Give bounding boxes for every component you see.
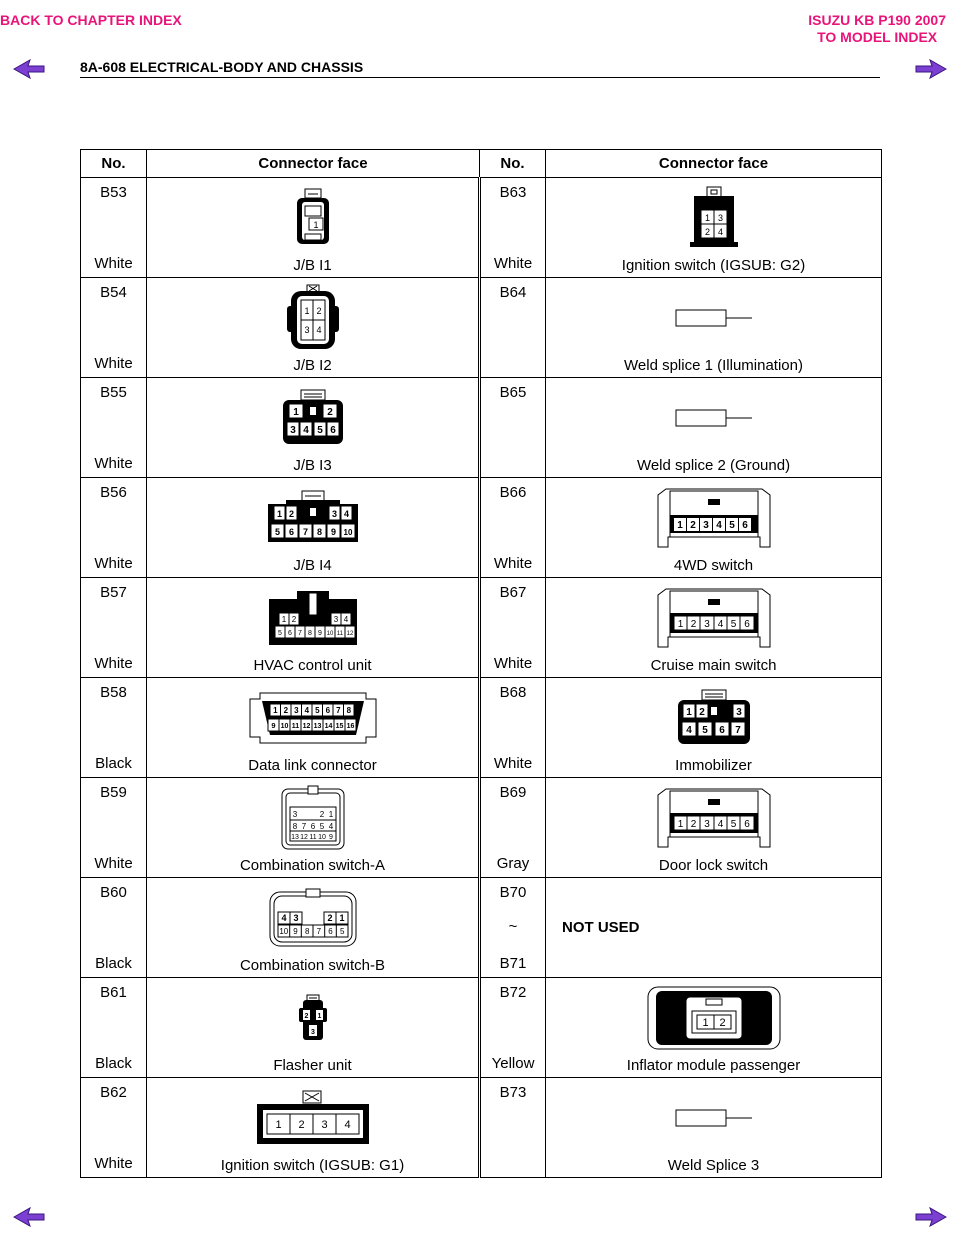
no-cell — [81, 1078, 147, 1178]
pin-label: 4 — [717, 619, 723, 630]
col-face-right: Connector face — [546, 150, 882, 178]
pin-label: 5 — [277, 630, 282, 637]
not-used-note: NOT USED — [562, 919, 640, 936]
face-cell — [546, 578, 882, 678]
pin-label: 15 — [335, 723, 343, 730]
no-cell — [81, 678, 147, 778]
connector-b68-diagram — [676, 689, 752, 747]
connector-b67-diagram — [656, 587, 772, 649]
weld-splice-2-icon — [674, 406, 754, 430]
connector-color: White — [94, 1155, 133, 1172]
connector-face-diagram — [147, 684, 478, 752]
face-cell — [147, 678, 480, 778]
no-cell — [81, 278, 147, 378]
connector-face-diagram — [147, 584, 478, 652]
connector-number: B53 — [100, 184, 127, 201]
connector-name: Flasher unit — [273, 1057, 352, 1074]
pin-label: 1 — [312, 220, 319, 230]
connector-number: B68 — [499, 684, 527, 701]
no-cell — [480, 178, 546, 278]
pin-label: 13 — [290, 834, 299, 841]
pin-label: 5 — [730, 619, 736, 630]
prev-page-arrow-icon-bottom[interactable] — [12, 1206, 46, 1228]
connector-name: J/B I3 — [293, 457, 332, 474]
connector-face-diagram — [546, 984, 881, 1052]
connector-color: Black — [95, 1055, 132, 1072]
pin-label: 4 — [717, 819, 723, 830]
table-row — [81, 778, 882, 878]
pin-label: 10 — [278, 927, 288, 936]
face-cell — [546, 178, 882, 278]
pin-label: 8 — [346, 706, 351, 715]
connector-b61-diagram — [296, 994, 330, 1042]
pin-label: 1 — [701, 1017, 709, 1029]
connector-color: White — [493, 655, 533, 672]
connector-face-diagram — [147, 284, 478, 352]
face-cell — [147, 778, 480, 878]
pin-label: 4 — [343, 615, 348, 624]
pin-label: 2 — [297, 1119, 305, 1131]
connector-number: B61 — [100, 984, 127, 1001]
pin-label: 5 — [319, 822, 324, 831]
pin-label: 13 — [313, 723, 321, 730]
connector-face-diagram — [147, 1084, 478, 1152]
no-cell — [81, 778, 147, 878]
connector-color: White — [94, 255, 133, 272]
connector-color: Gray — [496, 855, 530, 872]
connector-b60-diagram — [268, 888, 358, 948]
col-no-left: No. — [81, 150, 147, 178]
pin-label: 7 — [335, 706, 341, 715]
no-cell — [480, 678, 546, 778]
to-model-index[interactable]: TO MODEL INDEX — [817, 29, 938, 45]
pin-label: 6 — [329, 425, 336, 436]
pin-label: 8 — [292, 822, 297, 831]
connector-table — [80, 149, 882, 1178]
col-no-right: No. — [480, 150, 546, 178]
pin-label: 3 — [333, 615, 338, 624]
connector-face-diagram — [546, 1084, 881, 1152]
weld-splice-3-icon — [674, 1106, 754, 1130]
face-cell — [546, 878, 882, 978]
pin-label: 2 — [319, 810, 324, 819]
pin-label: 1 — [274, 1119, 282, 1131]
connector-b58-diagram — [248, 691, 378, 745]
connector-color: White — [94, 855, 133, 872]
face-cell — [546, 778, 882, 878]
pin-label: 12 — [299, 834, 308, 841]
pin-label: 10 — [280, 723, 288, 730]
connector-b63-diagram — [688, 186, 740, 250]
face-cell — [546, 678, 882, 778]
pin-label: 5 — [274, 527, 280, 537]
connector-b66-diagram — [656, 487, 772, 549]
pin-label: 6 — [288, 527, 294, 537]
model-index-link[interactable] — [808, 12, 946, 46]
pin-label: 7 — [301, 822, 306, 831]
pin-label: 2 — [690, 819, 696, 830]
connector-name: Weld splice 2 (Ground) — [636, 457, 791, 474]
connector-b62-diagram — [255, 1090, 371, 1146]
connector-number: B56 — [100, 484, 127, 501]
face-cell — [546, 478, 882, 578]
connector-b57-diagram — [267, 589, 359, 647]
connector-color: White — [94, 655, 133, 672]
pin-label: 2 — [283, 706, 288, 715]
connector-name: Data link connector — [248, 757, 377, 774]
pin-label: 1 — [317, 1013, 321, 1020]
connector-name: Weld Splice 3 — [667, 1157, 760, 1174]
pin-label: 9 — [270, 721, 276, 730]
pin-label: 8 — [304, 927, 309, 936]
connector-name: J/B I2 — [293, 357, 332, 374]
pin-label: 2 — [704, 227, 710, 237]
connector-color: White — [94, 555, 133, 572]
connector-name: Immobilizer — [675, 757, 752, 774]
pin-label: 1 — [685, 707, 692, 718]
pin-label: 7 — [316, 927, 321, 936]
pin-label: 3 — [303, 325, 310, 335]
table-row — [81, 278, 882, 378]
face-cell — [546, 378, 882, 478]
table-row — [81, 978, 882, 1078]
pin-label: 9 — [292, 927, 298, 936]
connector-color: White — [493, 555, 533, 572]
pin-label: 11 — [291, 723, 299, 730]
connector-name: Combination switch-B — [239, 957, 386, 974]
connector-name: Ignition switch (IGSUB: G2) — [621, 257, 806, 274]
face-cell — [147, 878, 480, 978]
pin-label: 1 — [676, 520, 683, 531]
pin-label: 10 — [343, 528, 352, 537]
connector-number: B65 — [499, 384, 527, 401]
connector-face-diagram — [147, 984, 478, 1052]
page-header: 8A-608 ELECTRICAL-BODY AND CHASSIS — [80, 59, 364, 75]
face-cell — [546, 278, 882, 378]
pin-label: 4 — [715, 520, 722, 531]
table-row — [81, 378, 882, 478]
connector-face-diagram — [147, 884, 478, 952]
pin-label: 2 — [326, 407, 333, 418]
back-to-chapter-index-link[interactable]: BACK TO CHAPTER INDEX — [0, 12, 182, 28]
connector-face-diagram — [546, 384, 881, 452]
connector-face-diagram — [546, 284, 881, 352]
pin-label: 9 — [317, 630, 322, 637]
connector-name: Door lock switch — [658, 857, 769, 874]
no-cell — [480, 978, 546, 1078]
connector-b56-diagram — [266, 490, 360, 546]
face-cell — [546, 1078, 882, 1178]
pin-label: 6 — [325, 706, 330, 715]
table-row — [81, 178, 882, 278]
pin-label: 6 — [327, 927, 333, 936]
connector-number: B67 — [499, 584, 527, 601]
connector-b53-diagram — [293, 188, 333, 248]
connector-b72-diagram — [646, 985, 782, 1051]
connector-name: J/B I1 — [293, 257, 332, 274]
connector-name: Cruise main switch — [650, 657, 777, 674]
pin-label: 7 — [734, 725, 741, 736]
model-title[interactable]: ISUZU KB P190 2007 — [808, 12, 946, 28]
connector-b59-diagram — [280, 785, 346, 851]
table-row — [81, 678, 882, 778]
no-cell — [480, 278, 546, 378]
face-cell — [147, 1078, 480, 1178]
pin-label: 1 — [276, 509, 282, 519]
pin-label: 2 — [689, 520, 696, 531]
pin-label: 5 — [314, 706, 320, 715]
pin-label: 5 — [701, 725, 708, 736]
pin-label: 5 — [316, 425, 323, 436]
col-face-left: Connector face — [147, 150, 480, 178]
face-cell — [546, 978, 882, 1078]
pin-label: 2 — [690, 619, 696, 630]
connector-color: Black — [95, 755, 132, 772]
pin-label: 2 — [698, 707, 705, 718]
connector-face-diagram — [546, 184, 881, 252]
next-page-arrow-icon-bottom[interactable] — [914, 1206, 948, 1228]
connector-face-diagram — [546, 484, 881, 552]
connector-name: Weld splice 1 (Illumination) — [624, 357, 803, 374]
connector-number-end: B71 — [499, 955, 527, 972]
connector-face-diagram — [147, 484, 478, 552]
connector-number: B73 — [499, 1084, 527, 1101]
connector-name: Ignition switch (IGSUB: G1) — [220, 1157, 405, 1174]
pin-label: 3 — [292, 810, 297, 819]
pin-label: 7 — [297, 630, 302, 637]
connector-b69-diagram — [656, 787, 772, 849]
connector-number: B57 — [100, 584, 127, 601]
pin-label: 16 — [346, 723, 354, 730]
connector-number: B62 — [100, 1084, 127, 1101]
pin-label: 1 — [677, 819, 683, 830]
pin-label: 4 — [304, 706, 309, 715]
connector-color: White — [493, 255, 533, 272]
no-cell — [81, 478, 147, 578]
pin-label: 5 — [730, 819, 736, 830]
pin-label: 4 — [685, 725, 692, 736]
pin-label: 6 — [718, 725, 725, 736]
pin-label: 2 — [326, 913, 333, 923]
pin-label: 1 — [292, 407, 299, 418]
face-cell — [147, 278, 480, 378]
pin-label: 1 — [272, 706, 278, 715]
pin-label: 6 — [287, 630, 292, 637]
no-cell — [480, 778, 546, 878]
no-cell — [480, 478, 546, 578]
no-cell — [81, 178, 147, 278]
connector-face-diagram — [546, 584, 881, 652]
pin-label: 10 — [326, 631, 333, 637]
pin-label: 1 — [677, 619, 683, 630]
pin-label: 4 — [280, 913, 287, 923]
connector-b55-diagram — [281, 389, 345, 447]
pin-label: 12 — [346, 631, 353, 637]
pin-label: 8 — [307, 630, 312, 637]
pin-label: 6 — [743, 619, 750, 630]
table-header-row — [81, 150, 882, 178]
connector-number: B59 — [100, 784, 127, 801]
pin-label: 5 — [339, 927, 344, 936]
pin-label: 2 — [304, 1013, 308, 1020]
pin-label: 2 — [291, 615, 296, 624]
connector-face-diagram — [546, 784, 881, 852]
face-cell — [147, 478, 480, 578]
pin-label: 4 — [343, 1119, 351, 1131]
pin-label: 4 — [328, 822, 333, 831]
pin-label: 3 — [703, 819, 710, 830]
table-row — [81, 478, 882, 578]
pin-label: 12 — [302, 723, 310, 730]
pin-label: 4 — [343, 509, 349, 519]
no-cell — [480, 578, 546, 678]
connector-name: 4WD switch — [673, 557, 754, 574]
pin-label: 9 — [330, 527, 336, 537]
connector-number: B64 — [499, 284, 527, 301]
pin-label: 3 — [289, 425, 296, 436]
connector-color: White — [493, 755, 533, 772]
pin-label: 3 — [292, 913, 299, 923]
pin-label: 3 — [320, 1119, 328, 1131]
connector-face-diagram — [147, 184, 478, 252]
connector-face-diagram — [147, 784, 478, 852]
pin-label: 8 — [743, 742, 745, 743]
table-row — [81, 1078, 882, 1178]
connector-color: Black — [95, 955, 132, 972]
pin-label: 6 — [310, 822, 315, 831]
pin-label: 6 — [743, 819, 750, 830]
pin-label: 8 — [316, 527, 322, 537]
no-cell — [480, 378, 546, 478]
table-row — [81, 878, 882, 978]
pin-label: 9 — [328, 834, 333, 841]
pin-label: 11 — [336, 631, 343, 637]
pin-label: 4 — [717, 227, 723, 237]
pin-label: 3 — [717, 213, 723, 223]
pin-label: 4 — [315, 325, 322, 335]
connector-b54-diagram — [285, 284, 341, 352]
connector-color: Yellow — [491, 1055, 535, 1072]
pin-label: 1 — [281, 615, 286, 624]
connector-name: Inflator module passenger — [626, 1057, 801, 1074]
weld-splice-1-icon — [674, 306, 754, 330]
no-cell — [480, 1078, 546, 1178]
pin-label: 3 — [310, 1029, 315, 1036]
pin-label: 1 — [328, 810, 333, 819]
prev-page-arrow-icon[interactable] — [12, 58, 46, 80]
face-cell — [147, 378, 480, 478]
no-cell — [480, 878, 546, 978]
connector-number: B72 — [499, 984, 527, 1001]
no-cell — [81, 878, 147, 978]
pin-label: 1 — [338, 913, 345, 923]
pin-label: 3 — [735, 707, 742, 718]
connector-face-diagram — [546, 684, 881, 752]
next-page-arrow-icon[interactable] — [914, 58, 948, 80]
table-row — [81, 578, 882, 678]
pin-label: 10 — [317, 834, 326, 841]
pin-label: 6 — [741, 520, 748, 531]
no-cell — [81, 578, 147, 678]
header-rule — [80, 77, 880, 78]
connector-color: White — [94, 455, 133, 472]
connector-number: B60 — [100, 884, 127, 901]
connector-face-diagram — [147, 384, 478, 452]
connector-number: B54 — [100, 284, 127, 301]
pin-label: 3 — [331, 509, 337, 519]
connector-color: White — [94, 355, 133, 372]
connector-number: B66 — [499, 484, 527, 501]
connector-name: J/B I4 — [293, 557, 332, 574]
pin-label: 7 — [302, 527, 308, 537]
no-cell — [81, 378, 147, 478]
pin-label: 3 — [702, 520, 709, 531]
no-cell — [81, 978, 147, 1078]
connector-number: B70 — [499, 884, 527, 901]
pin-label: 2 — [288, 509, 294, 519]
face-cell — [147, 578, 480, 678]
connector-number: B55 — [100, 384, 127, 401]
connector-name: Combination switch-A — [239, 857, 386, 874]
face-cell — [147, 978, 480, 1078]
pin-label: 2 — [718, 1017, 726, 1029]
pin-label: 2 — [315, 306, 322, 316]
range-tilde: ~ — [508, 918, 518, 935]
connector-number: B69 — [499, 784, 527, 801]
connector-number: B63 — [499, 184, 527, 201]
pin-label: 5 — [728, 520, 735, 531]
pin-label: 11 — [308, 834, 317, 841]
pin-label: 14 — [324, 723, 332, 730]
pin-label: 3 — [293, 706, 299, 715]
pin-label: 1 — [303, 306, 310, 316]
pin-label: 3 — [703, 619, 710, 630]
pin-label: 4 — [302, 425, 309, 436]
connector-number: B58 — [100, 684, 127, 701]
connector-name: HVAC control unit — [253, 657, 372, 674]
face-cell — [147, 178, 480, 278]
pin-label: 1 — [704, 213, 710, 223]
